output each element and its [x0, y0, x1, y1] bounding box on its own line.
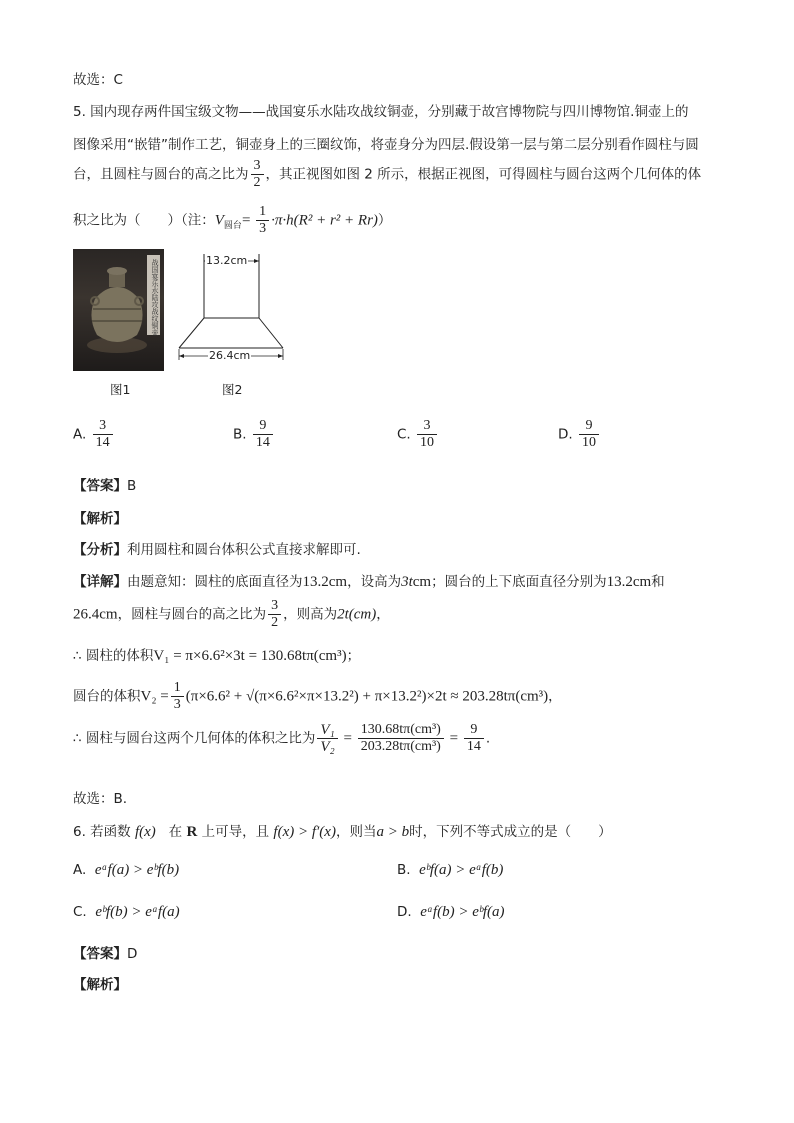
figure2-caption: 图2: [222, 382, 243, 397]
figure2-front-view: [175, 250, 287, 365]
q5-option-b[interactable]: B. $\frac{9}{14}$: [233, 418, 275, 451]
q6-option-b[interactable]: B. eᵇf(a) > eᵃf(b): [397, 862, 504, 878]
q5-stem-line2: 图像采用“嵌错”制作工艺，铜壶身上的三圈纹饰，将壶身分为四层.假设第一层与第二层分别看作圆柱与圆: [73, 137, 699, 153]
q5-stem-line1: 5. 国内现存两件国宝级文物——战国宴乐水陆攻战纹铜壶，分别藏于故宫博物院与四川博物馆.铜壶上的: [73, 104, 689, 120]
formula-eq: =: [241, 212, 255, 229]
figure1-caption: 图1: [110, 382, 131, 397]
q6-answer: 【答案】D: [73, 946, 138, 962]
formula-v: V: [214, 212, 224, 229]
q5-analysis-tag: 【解析】: [73, 511, 127, 527]
q5-answer: 【答案】B: [73, 478, 137, 494]
q5-detail-line3: ∴ 圆柱的体积V₁ = π×6.6²×3t = 130.68tπ(cm³)；: [73, 648, 361, 664]
q6-stem: 6. 若函数 f(x) 在 R 上可导，且 f(x) > f′(x)，则当a > b时，下列不等式成立的是（ ）: [73, 824, 612, 840]
q5-fenxi: 【分析】利用圆柱和圆台体积公式直接求解即可.: [73, 542, 361, 558]
q6-option-c[interactable]: C. eᵇf(b) > eᵃf(a): [73, 904, 180, 920]
dimension-top-label: 13.2cm: [206, 254, 248, 267]
figure1-photo: [73, 249, 164, 371]
q5-stem-line3: [73, 158, 701, 191]
q5-detail-line1: 【详解】由题意知：圆柱的底面直径为13.2cm，设高为3tcm；圆台的上下底面直径分别为13.2cm和: [73, 574, 665, 590]
q5-stem-line4: [73, 204, 391, 237]
q5-conclusion: 故选：B.: [73, 791, 128, 807]
prev-conclusion: 故选：C: [73, 72, 123, 88]
q5-detail-line5: ∴ 圆柱与圆台这两个几何体的体积之比为 $\frac{\text{V₁}}{\text{V₂}}$ = $\frac{\text{130.68tπ(cm³)}}{\text{203.28tπ(cm³)}}$ = $\frac{9}{14}$ .: [73, 722, 491, 755]
dimension-bottom-label: 26.4cm: [209, 349, 251, 362]
height-ratio-fraction: $\frac{3}{2}$: [251, 158, 264, 191]
q5-detail-line2: 26.4cm，圆柱与圆台的高之比为 $\frac{3}{2}$ ，则高为2t(cm)，: [73, 598, 390, 630]
q5-option-d[interactable]: D. $\frac{9}{10}$: [558, 418, 601, 451]
q5-stem-text: 台，且圆柱与圆台的高之比为: [73, 166, 249, 183]
formula-close: ）: [377, 212, 392, 229]
q5-option-c[interactable]: C. $\frac{3}{10}$: [397, 418, 439, 451]
formula-subscript: 圆台: [223, 221, 242, 232]
q5-stem-text: 积之比为（ ）（注：: [73, 212, 215, 229]
q6-option-a[interactable]: A. eᵃf(a) > eᵇf(b): [73, 862, 180, 878]
photo-label: 战国宴乐水陆攻战纹铜壶: [151, 259, 159, 336]
q5-detail-line4: 圆台的体积V₂ = $\frac{1}{3}$ (π×6.6² + √(π×6.6²×π×13.2²) + π×13.2²)×2t ≈ 203.28tπ(cm³)，: [73, 680, 562, 712]
q6-analysis-tag: 【解析】: [73, 977, 127, 993]
one-third-fraction: $\frac{1}{3}$: [256, 204, 269, 237]
q5-option-a[interactable]: A. $\frac{3}{14}$: [73, 418, 115, 451]
q5-stem-text: ，其正视图如图 2 所示，根据正视图，可得圆柱与圆台这两个几何体的体: [265, 166, 702, 183]
q6-option-d[interactable]: D. eᵃf(b) > eᵇf(a): [397, 904, 505, 920]
formula-body: ·π·h(R² + r² + Rr): [271, 212, 378, 229]
